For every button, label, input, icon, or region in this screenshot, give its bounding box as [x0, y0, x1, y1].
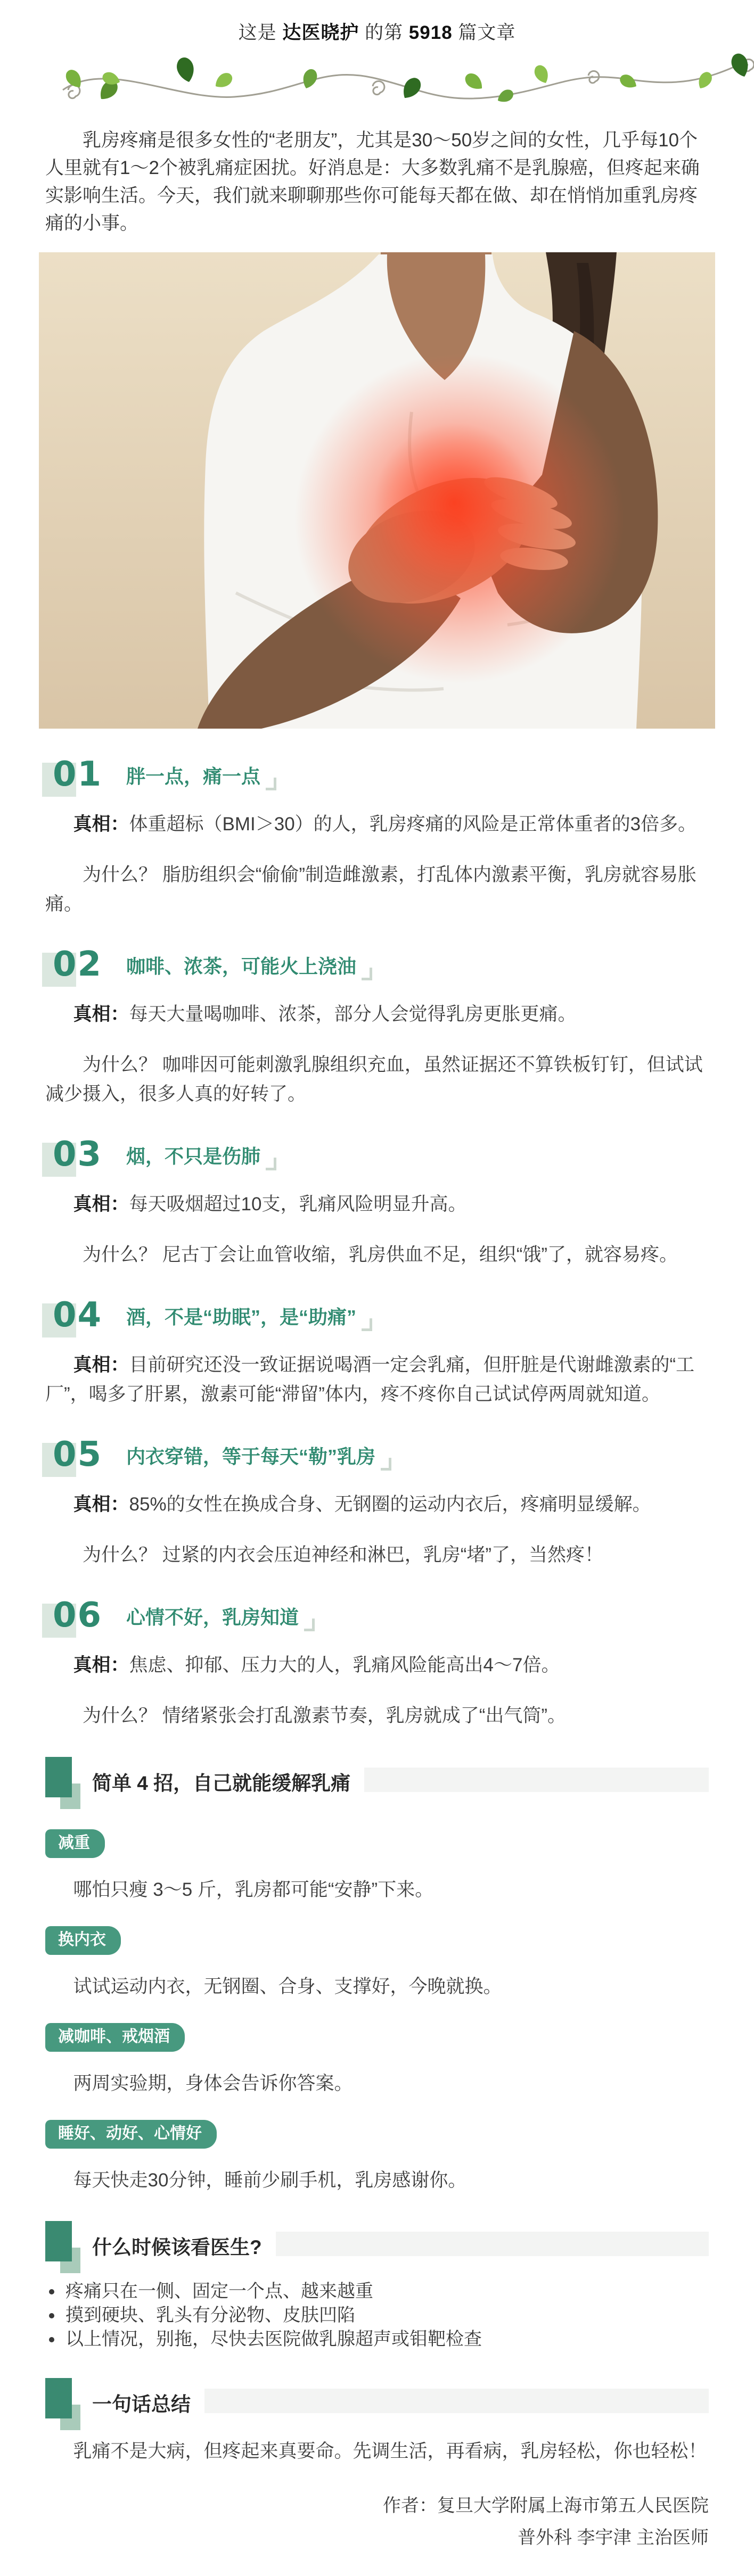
section-number: 04 [53, 1295, 103, 1335]
corner-bracket-icon [266, 778, 276, 790]
section-06-header [45, 1596, 709, 1639]
truth-text: 焦虑、抑郁、压力大的人，乳痛风险能高出4～7倍。 [129, 1655, 560, 1675]
section-number: 05 [53, 1435, 103, 1474]
section-04 [45, 1296, 709, 1409]
vine-divider-icon [0, 50, 754, 113]
section-title [126, 1603, 315, 1630]
truth-text: 85%的女性在换成合身、无钢圈的运动内衣后，疼痛明显缓解。 [129, 1494, 651, 1515]
why-paragraph: 为什么？ 咖啡因可能刺激乳腺组织充血，虽然证据还不算铁板钉钉，但试试减少摄入，很多人真的好转了。 [45, 1054, 703, 1104]
section-number-block [42, 1135, 111, 1178]
corner-bracket-icon [304, 1619, 315, 1631]
why-paragraph: 为什么？ 脂肪组织会“偷偷”制造雌激素，打乱体内激素平衡，乳房就容易胀痛。 [45, 864, 697, 914]
section-title-text: 内衣穿错，等于每天“勒”乳房 [126, 1446, 376, 1467]
list-item: • 以上情况，别拖，尽快去医院做乳腺超声或钼靶检查 [63, 2327, 709, 2351]
truth-text: 目前研究还没一致证据说喝酒一定会乳痛，但肝脏是代谢雌激素的“工厂”，喝多了肝累，激素可能“滞留”体内，疼不疼你自己试试停两周就知道。 [45, 1355, 695, 1405]
section-number-block [42, 755, 111, 798]
section-title [126, 762, 276, 789]
header-bar [364, 1768, 709, 1792]
list-item: • 摸到硬块、乳头有分泌物、皮肤凹陷 [63, 2303, 709, 2327]
section-05 [45, 1435, 709, 1570]
tip-text: 试试运动内衣，无钢圈、合身、支撑好，今晚就换。 [73, 1976, 502, 1997]
dark-square-icon [45, 2221, 72, 2261]
truth-paragraph [45, 1490, 709, 1519]
section-title-text: 烟，不只是伤肺 [126, 1145, 261, 1167]
section-title [126, 952, 372, 979]
series-mid: 的第 [359, 22, 409, 43]
header-bar [276, 2232, 709, 2256]
section-03-header [45, 1135, 709, 1178]
truth-label: 真相： [73, 1655, 129, 1675]
why-paragraph: 为什么？ 情绪紧张会打乱激素节奏，乳房就成了“出气筒”。 [83, 1705, 567, 1726]
section-02-header [45, 945, 709, 988]
tip-tag-weight: 减重 [45, 1829, 105, 1858]
truth-paragraph [45, 1000, 709, 1029]
list-item: • 疼痛只在一侧、固定一个点、越来越重 [63, 2280, 709, 2303]
section-title-text: 酒，不是“助眠”，是“助痛” [126, 1306, 357, 1328]
section-01 [45, 755, 709, 919]
section-number: 02 [53, 945, 103, 984]
tip-tag-sleep-mood: 睡好、动好、心情好 [45, 2120, 217, 2149]
vine-leaves [63, 51, 752, 105]
why-paragraph: 为什么？ 过紧的内衣会压迫神经和淋巴，乳房“堵”了，当然疼！ [83, 1545, 604, 1565]
section-title [126, 1442, 391, 1469]
truth-text: 每天大量喝咖啡、浓茶，部分人会觉得乳房更胀更痛。 [129, 1004, 577, 1025]
tips-header-title: 简单 4 招，自己就能缓解乳痛 [92, 1772, 351, 1794]
series-suffix: 篇文章 [452, 22, 516, 43]
section-number-block [42, 1296, 111, 1339]
section-number: 06 [53, 1596, 103, 1635]
section-title [126, 1302, 372, 1330]
truth-label: 真相： [73, 1194, 129, 1215]
doctor-header-title: 什么时候该看医生? [92, 2236, 262, 2258]
header-squares [45, 2220, 92, 2271]
tip-text: 两周实验期，身体会告诉你答案。 [73, 2073, 353, 2094]
section-number: 01 [53, 755, 103, 794]
section-title-text: 咖啡、浓茶，可能火上浇油 [126, 955, 357, 977]
tip-tag-coffee-smoke: 减咖啡、戒烟酒 [45, 2023, 185, 2052]
intro-paragraph: 乳房疼痛是很多女性的“老朋友”，尤其是30～50岁之间的女性，几乎每10个人里就有1～2个被乳痛症困扰。好消息是：大多数乳痛不是乳腺癌，但疼起来确实影响生活。今天，我们就来聊聊那些你可能每天都在做、却在悄悄加重乳房疼痛的小事。 [45, 130, 700, 234]
tip-tag-bra: 换内衣 [45, 1926, 121, 1955]
summary-section-header [45, 2377, 709, 2428]
symptom-list [45, 2280, 709, 2351]
header-squares [45, 1756, 92, 1807]
tip-text: 每天快走30分钟，睡前少刷手机，乳房感谢你。 [73, 2170, 467, 2191]
section-number-block [42, 945, 111, 988]
brand-name: 达医晓护 [282, 22, 359, 43]
truth-label: 真相： [73, 1355, 129, 1375]
tips-section-header [45, 1756, 709, 1807]
corner-bracket-icon [266, 1158, 276, 1170]
section-05-header [45, 1435, 709, 1478]
section-number-block [42, 1435, 111, 1478]
truth-label: 真相： [73, 814, 129, 835]
series-prefix: 这是 [238, 22, 283, 43]
section-06 [45, 1596, 709, 1730]
section-title [126, 1142, 276, 1169]
article-series-line [0, 18, 754, 45]
corner-bracket-icon [362, 1318, 372, 1331]
section-04-header [45, 1296, 709, 1339]
why-paragraph: 为什么？ 尼古丁会让血管收缩，乳房供血不足，组织“饿”了，就容易疼。 [83, 1244, 678, 1265]
article-number: 5918 [408, 22, 453, 43]
truth-text: 体重超标（BMI＞30）的人，乳房疼痛的风险是正常体重者的3倍多。 [129, 814, 697, 835]
doctor-section-header [45, 2220, 709, 2271]
section-01-header [45, 755, 709, 798]
truth-label: 真相： [73, 1004, 129, 1025]
header-squares [45, 2377, 92, 2428]
dark-square-icon [45, 1757, 72, 1797]
section-title-text: 胖一点，痛一点 [126, 765, 261, 787]
header-bar [204, 2389, 709, 2413]
section-03 [45, 1135, 709, 1269]
summary-text: 乳痛不是大病，但疼起来真要命。先调生活，再看病，乳房轻松，你也轻松！ [73, 2441, 707, 2462]
section-title-text: 心情不好，乳房知道 [126, 1606, 299, 1628]
summary-header-title: 一句话总结 [92, 2393, 191, 2415]
section-02 [45, 945, 709, 1109]
corner-bracket-icon [362, 968, 372, 980]
corner-bracket-icon [381, 1458, 391, 1471]
dark-square-icon [45, 2378, 72, 2418]
truth-paragraph [45, 1650, 709, 1680]
hero-photo [39, 252, 715, 729]
tip-text: 哪怕只瘦 3～5 斤，乳房都可能“安静”下来。 [73, 1879, 434, 1900]
truth-label: 真相： [73, 1494, 129, 1515]
section-number: 03 [53, 1135, 103, 1174]
author-line-hospital: 作者：复旦大学附属上海市第五人民医院 [383, 2496, 709, 2516]
section-number-block [42, 1596, 111, 1639]
truth-paragraph [45, 1350, 709, 1409]
author-line-doctor: 普外科 李宇津 主治医师 [518, 2528, 709, 2548]
truth-paragraph [45, 810, 709, 839]
author-block [45, 2490, 709, 2554]
truth-text: 每天吸烟超过10支，乳痛风险明显升高。 [129, 1194, 467, 1215]
truth-paragraph [45, 1190, 709, 1219]
